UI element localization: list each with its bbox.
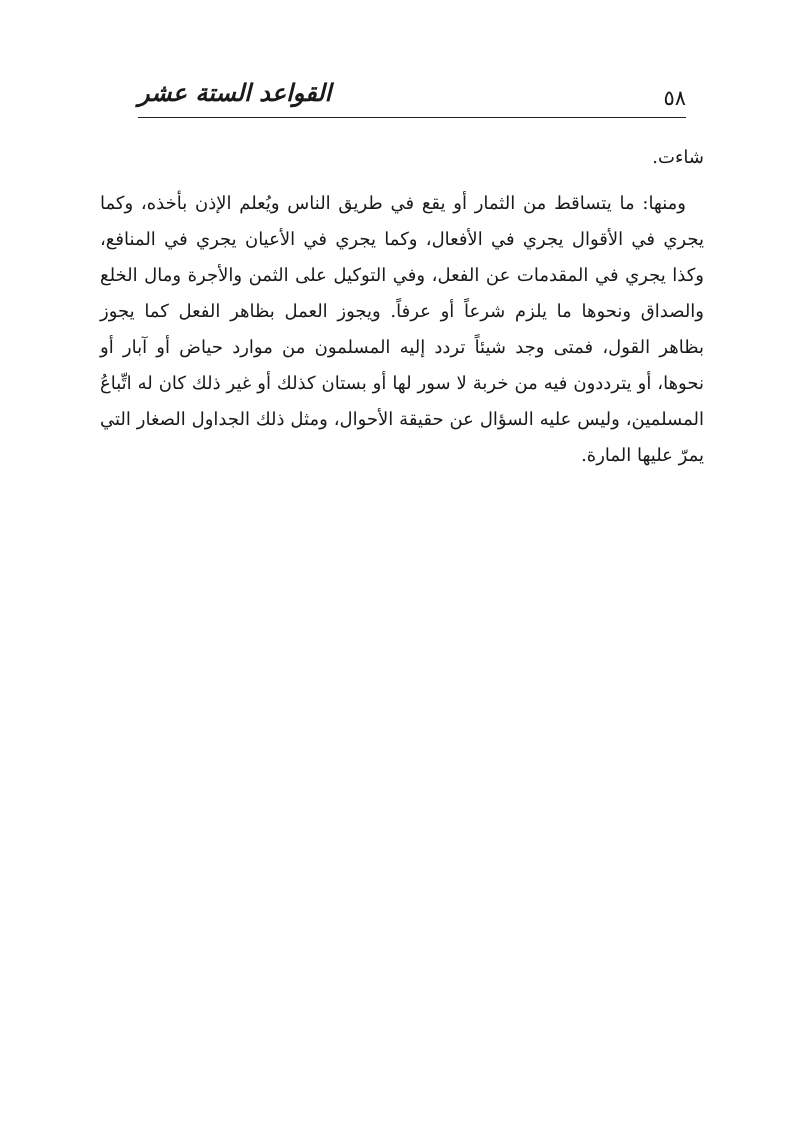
running-title: القواعد الستة عشر — [138, 78, 332, 107]
main-paragraph: ومنها: ما يتساقط من الثمار أو يقع في طريق الناس ويُعلم الإذن بأخذه، وكما يجري في الأقوال يجري في الأفعال، وكما يجري في الأعيان يجري في المنافع، وكذا يجري في المقدمات عن الفعل، وفي التوكيل على الثمن والأجرة ومال الخلع والصداق ونحوها ما يلزم شرعاً أو عرفاً. ويجوز العمل بظاهر الفعل كما يجوز بظاهر القول، فمتى وجد شيئاً تردد إليه المسلمون من موارد حياض أو آبار أو نحوها، أو يترددون فيه من خربة لا سور لها أو بستان كذلك أو غير ذلك كان له اتِّباعُ المسلمين، وليس عليه السؤال عن حقيقة الأحوال، ومثل ذلك الجداول الصغار التي يمرّ عليها المارة. — [100, 193, 704, 466]
lead-in-text: شاءت. — [652, 147, 704, 168]
header-rule — [138, 117, 686, 118]
page-number: ٥٨ — [663, 86, 686, 110]
body-text — [100, 140, 704, 482]
page-header — [138, 74, 686, 118]
